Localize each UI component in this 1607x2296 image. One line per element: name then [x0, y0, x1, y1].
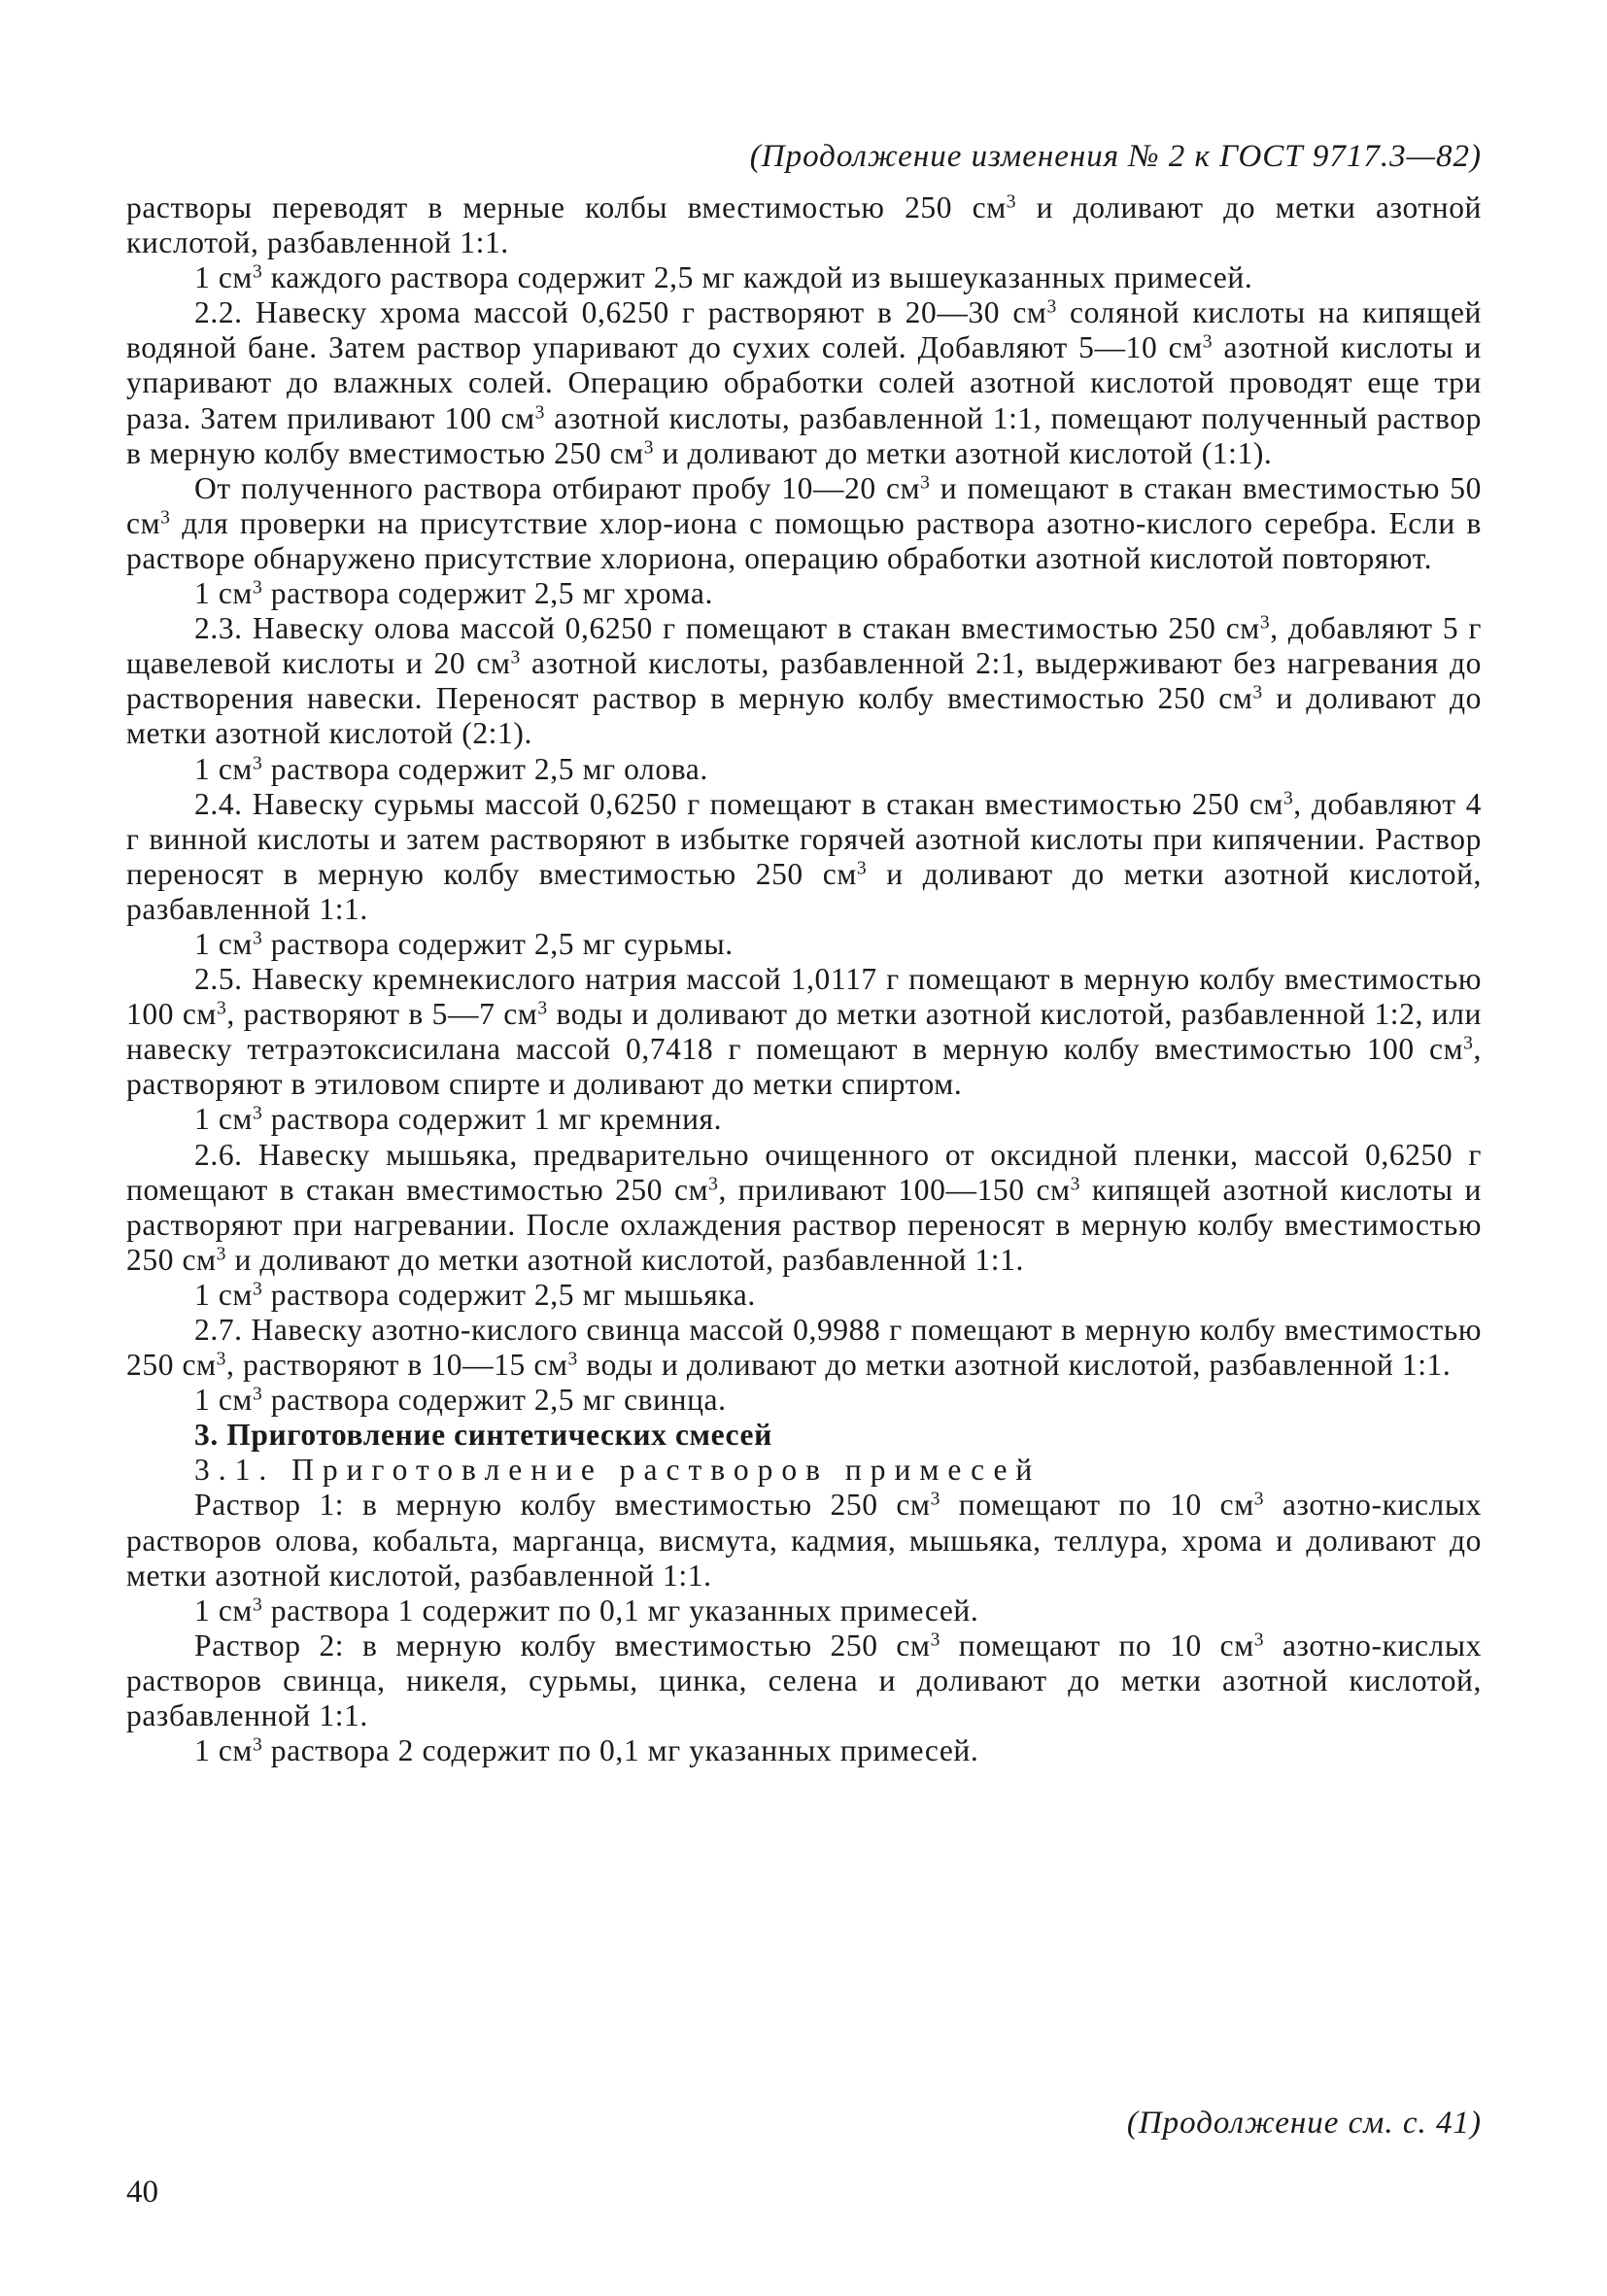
paragraph-arsenic-content: 1 $см^3$ раствора содержит 2,5 мг мышьяка. — [194, 1277, 756, 1312]
body-text — [126, 190, 1482, 1768]
paragraph-chromium-content: 1 $см^3$ раствора содержит 2,5 мг хрома. — [194, 576, 713, 611]
paragraph-nitric-dilution: растворы переводят в мерные колбы вместимостью 250 $см^3$ и доливают до метки азотной кислотой, разбавленной 1:1. — [126, 190, 1483, 260]
subsection-3-1-heading: 3.1. Приготовление растворов примесей — [194, 1453, 1042, 1488]
paragraph-antimony-content: 1 $см^3$ раствора содержит 2,5 мг сурьмы. — [194, 926, 734, 961]
paragraph-2-5-silicon: 2.5. Навеску кремнекислого натрия массой 1,0117 г помещают в мерную колбу вместимостью 100 $см^3$, растворяют в 5—7 $см^3$ воды и доливают до метки азотной кислотой, разбавленной 1:2, или навеску тетраэтоксисилана массой 0,7418 г помещают в мерную колбу вместимостью 100 $см^3$, растворяют в этиловом спирте и доливают до метки спиртом. — [126, 962, 1482, 1102]
paragraph-solution-2-content: 1 $см^3$ раствора 2 содержит по 0,1 мг указанных примесей. — [194, 1733, 979, 1768]
paragraph-solution-1-content: 1 $см^3$ раствора 1 содержит по 0,1 мг указанных примесей. — [194, 1593, 979, 1628]
paragraph-2-4-antimony: 2.4. Навеску сурьмы массой 0,6250 г помещают в стакан вместимостью 250 $см^3$, добавляют 4 г винной кислоты и затем растворяют в избытке горячей азотной кислоты при кипячении. Раствор переносят в мерную колбу вместимостью 250 $см^3$ и доливают до метки азотной кислотой, разбавленной 1:1. — [126, 786, 1483, 926]
paragraph-2-7-lead: 2.7. Навеску азотно-кислого свинца массой 0,9988 г помещают в мерную колбу вместимостью 250 $см^3$, растворяют в 10—15 $см^3$ воды и доливают до метки азотной кислотой, разбавленной 1:1. — [126, 1313, 1482, 1383]
paragraph-tin-content: 1 $см^3$ раствора содержит 2,5 мг олова. — [194, 751, 708, 786]
paragraph-impurity-content: 1 $см^3$ каждого раствора содержит 2,5 мг каждой из вышеуказанных примесей. — [194, 260, 1253, 295]
section-3-heading: 3. Приготовление синтетических смесей — [194, 1418, 772, 1453]
paragraph-lead-content: 1 $см^3$ раствора содержит 2,5 мг свинца. — [194, 1383, 727, 1418]
page-number: 40 — [126, 2175, 158, 2210]
paragraph-solution-2: Раствор 2: в мерную колбу вместимостью 250 $см^3$ помещают по 10 $см^3$ азотно-кислых растворов свинца, никеля, сурьмы, цинка, селена и доливают до метки азотной кислотой, разбавленной 1:1. — [126, 1628, 1482, 1733]
paragraph-2-2-chromium: 2.2. Навеску хрома массой 0,6250 г растворяют в 20—30 $см^3$ соляной кислоты на кипящей водяной бане. Затем раствор упаривают до сухих солей. Добавляют 5—10 $см^3$ азотной кислоты и упаривают до влажных солей. Операцию обработки солей азотной кислотой проводят еще три раза. Затем приливают 100 $см^3$ азотной кислоты, разбавленной 1:1, помещают полученный раствор в мерную колбу вместимостью 250 $см^3$ и доливают до метки азотной кислотой (1:1). — [126, 295, 1483, 470]
paragraph-chlorine-test: От полученного раствора отбирают пробу 10—20 $см^3$ и помещают в стакан вместимостью 50 $см^3$ для проверки на присутствие хлор-иона с помощью раствора азотно-кислого серебра. Если в растворе обнаружено присутствие хлориона, операцию обработки азотной кислотой повторяют. — [126, 470, 1482, 575]
paragraph-2-6-arsenic: 2.6. Навеску мышьяка, предварительно очищенного от оксидной пленки, массой 0,6250 г помещают в стакан вместимостью 250 $см^3$, приливают 100—150 $см^3$ кипящей азотной кислоты и растворяют при нагревании. После охлаждения раствор переносят в мерную колбу вместимостью 250 $см^3$ и доливают до метки азотной кислотой, разбавленной 1:1. — [126, 1137, 1482, 1277]
continuation-footer: (Продолжение см. с. 41) — [1126, 2106, 1482, 2141]
paragraph-solution-1: Раствор 1: в мерную колбу вместимостью 250 $см^3$ помещают по 10 $см^3$ азотно-кислых растворов олова, кобальта, марганца, висмута, кадмия, мышьяка, теллура, хрома и доливают до метки азотной кислотой, разбавленной 1:1. — [126, 1488, 1482, 1593]
continuation-header: (Продолжение изменения № 2 к ГОСТ 9717.3—82) — [749, 139, 1482, 174]
paragraph-silicon-content: 1 $см^3$ раствора содержит 1 мг кремния. — [194, 1102, 723, 1137]
paragraph-2-3-tin: 2.3. Навеску олова массой 0,6250 г помещают в стакан вместимостью 250 $см^3$, добавляют 5 г щавелевой кислоты и 20 $см^3$ азотной кислоты, разбавленной 2:1, выдерживают без нагревания до растворения навески. Переносят раствор в мерную колбу вместимостью 250 $см^3$ и доливают до метки азотной кислотой (2:1). — [126, 611, 1482, 751]
